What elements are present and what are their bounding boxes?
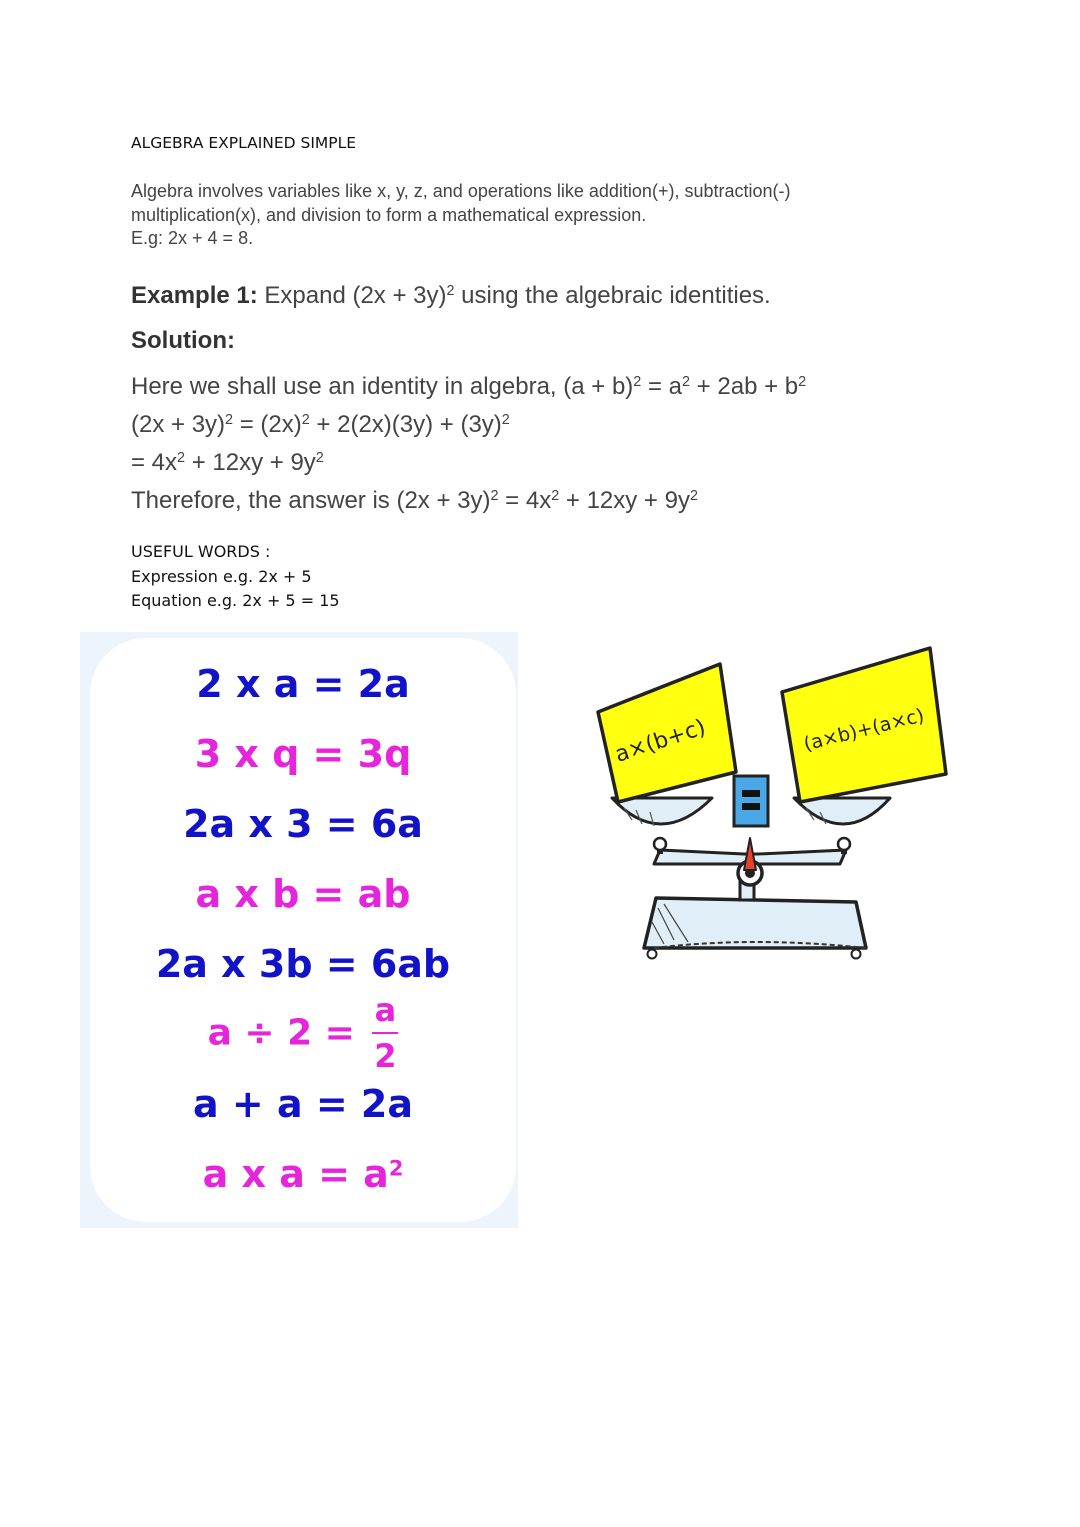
equation-line: a x b = ab: [195, 872, 411, 916]
solution-heading: [131, 326, 991, 356]
solution-step: Here we shall use an identity in algebra, $(a + b)^2 = a^2 + 2ab + b^2$: [131, 373, 807, 400]
equation-line: 2a x 3b = 6ab: [155, 942, 451, 986]
equals-indicator: [734, 776, 768, 826]
equation-line: 2 x a = 2a: [196, 662, 410, 706]
fraction-numerator: a: [374, 991, 397, 1029]
useful-words-heading: USEFUL WORDS :: [131, 542, 271, 561]
useful-word-item: Equation e.g. 2x + 5 = 15: [131, 591, 340, 610]
example-section: [131, 281, 991, 520]
fraction: [372, 992, 398, 1074]
equation-line: a + a = 2a: [193, 1082, 413, 1126]
solution-label: Solution:: [131, 327, 235, 354]
left-sign-text: a×(b+c): [612, 715, 709, 768]
square-base: a x a = a: [202, 1152, 389, 1196]
intro-paragraph: [131, 180, 951, 251]
solution-step: Therefore, the answer is $(2x + 3y)^2 = 4x^2 + 12xy + 9y^2$: [131, 487, 698, 514]
example-heading: [131, 281, 991, 311]
scale-base: [644, 898, 866, 959]
scale-stand: [654, 838, 846, 900]
division-left: a ÷ 2 =: [207, 1012, 355, 1054]
division-equation: [90, 992, 516, 1074]
fraction-bar: [372, 1032, 398, 1034]
intro-line: Algebra involves variables like x, y, z, and operations like addition(+), subtraction(-): [131, 181, 791, 201]
right-sign: [782, 648, 946, 802]
right-pan: [794, 798, 890, 854]
equation-line: 3 x q = 3q: [194, 732, 412, 776]
equation-line: 2a x 3 = 6a: [183, 802, 423, 846]
solution-step: $(2x + 3y)^2 = (2x)^2 + 2(2x)(3y) + (3y)^2$: [131, 411, 510, 438]
equations-card-inner: [90, 638, 516, 1222]
balance-scale-illustration: [594, 640, 954, 980]
intro-line: multiplication(x), and division to form a mathematical expression.: [131, 204, 647, 225]
example-label: Example 1:: [131, 282, 258, 309]
left-pan: [612, 798, 712, 854]
square-exponent: 2: [388, 1156, 404, 1181]
fraction-denominator: 2: [374, 1037, 397, 1075]
document-title: ALGEBRA EXPLAINED SIMPLE: [131, 134, 357, 152]
square-equation: [90, 1152, 516, 1196]
equations-card: [80, 632, 518, 1228]
solution-step: = $4x^2 + 12xy + 9y^2$: [131, 449, 324, 476]
useful-words: [131, 540, 340, 614]
intro-line: E.g: 2x + 4 = 8.: [131, 228, 254, 248]
example-prompt: Expand $(2x + 3y)^2$ using the algebraic identities.: [257, 282, 771, 309]
right-sign-text: (a×b)+(a×c): [801, 704, 927, 756]
left-sign: [598, 664, 736, 802]
useful-word-item: Expression e.g. 2x + 5: [131, 566, 312, 586]
